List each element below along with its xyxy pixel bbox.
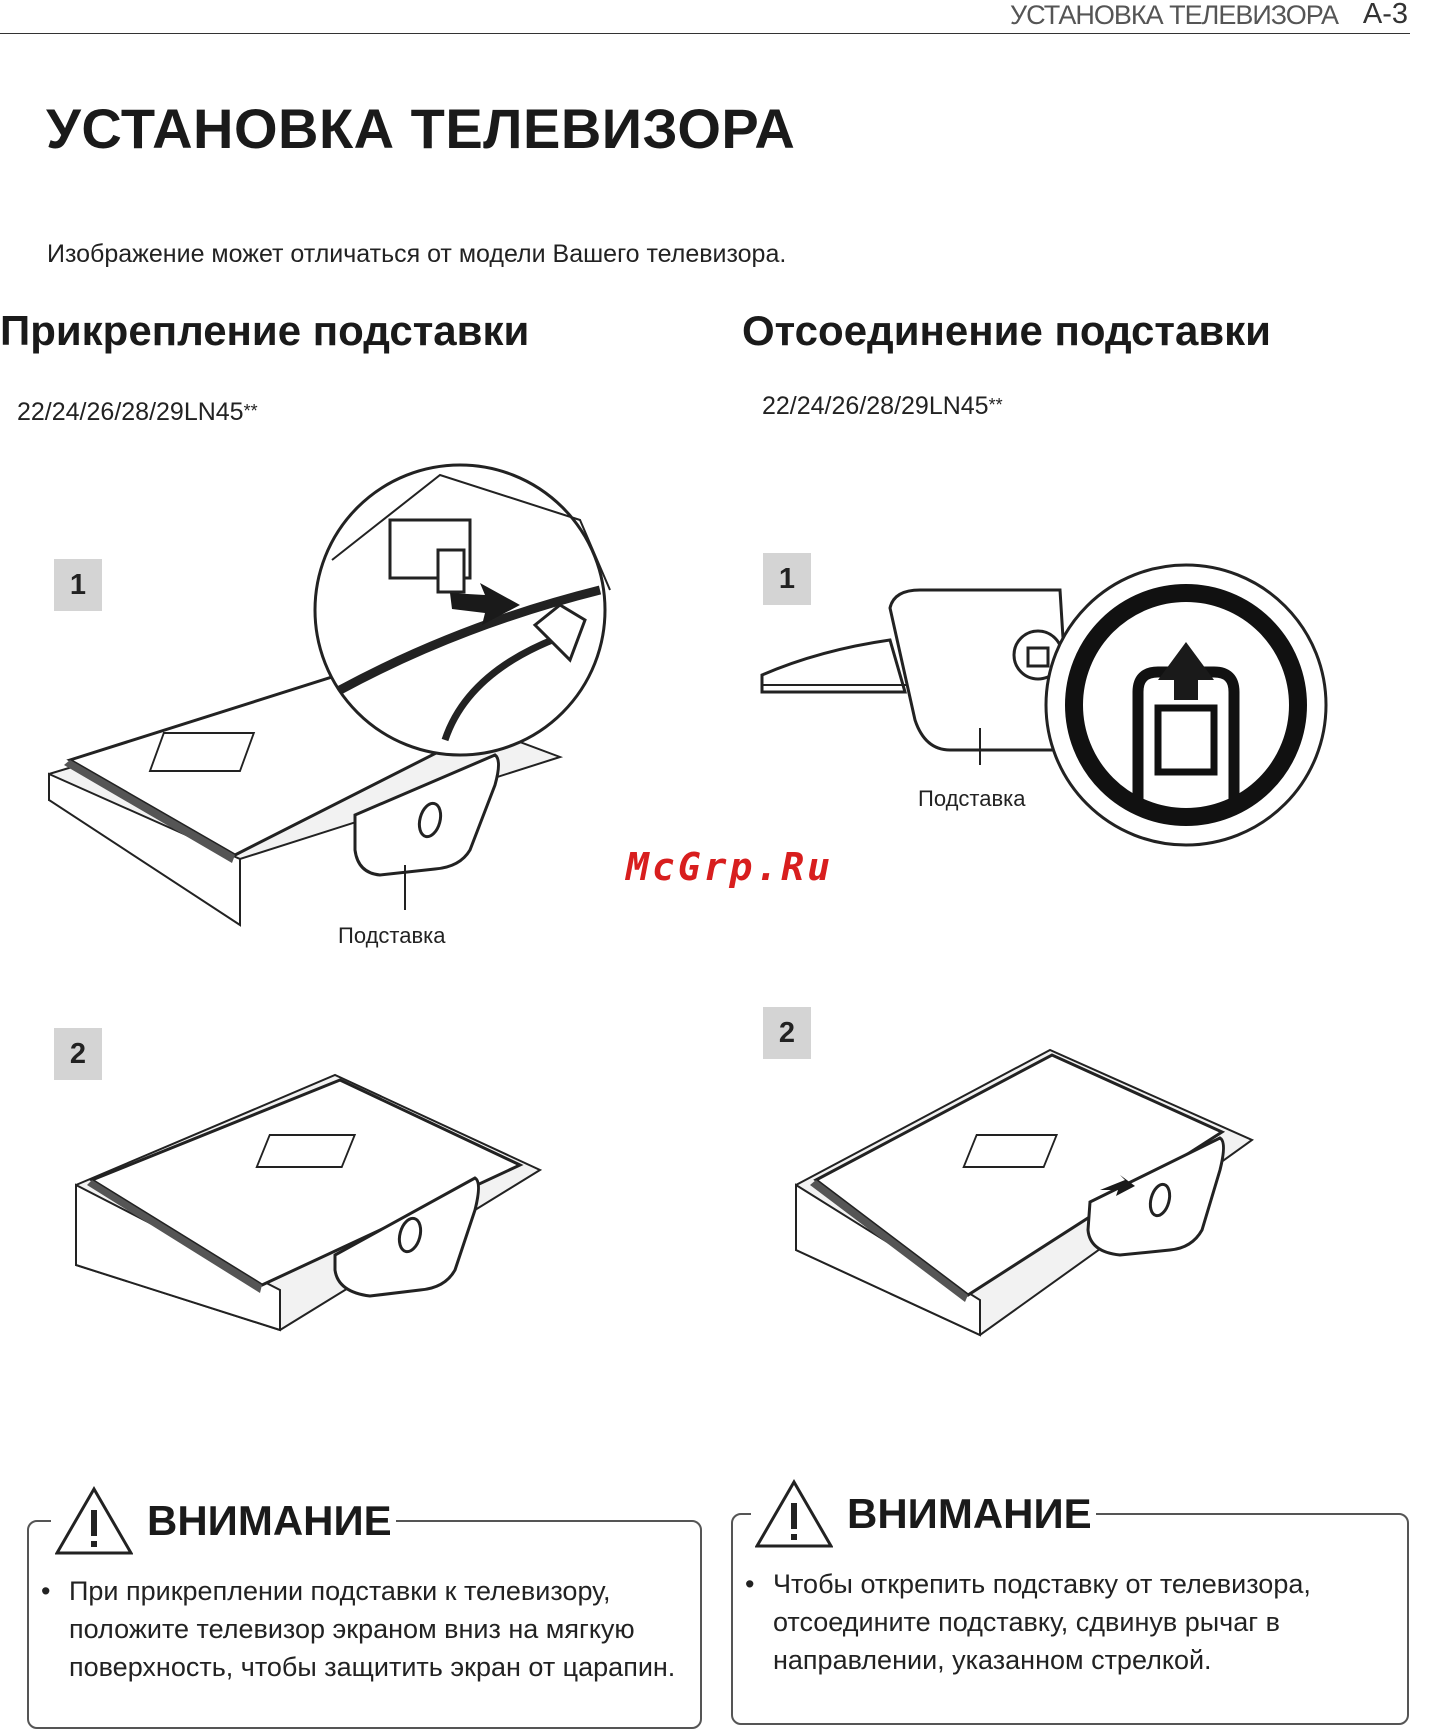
page-title: УСТАНОВКА ТЕЛЕВИЗОРА [46,97,796,160]
bullet: • [745,1569,755,1599]
detach-model [762,392,1003,421]
detach-step-1-illustration [760,580,1350,870]
page-subtitle: Изображение может отличаться от модели Вашего телевизора. [47,240,787,268]
attach-step-2-illustration [70,1060,550,1350]
attach-model [17,398,258,427]
detach-step-1-badge: 1 [763,553,811,605]
detach-model-number: 22/24/26/28/29LN45 [762,392,989,420]
detach-caution-text-wrap [745,1565,1423,1679]
attach-step-1-illustration [40,455,620,925]
attach-caution-box [27,1497,702,1729]
detach-step-2-badge: 2 [763,1007,811,1059]
detach-caution-header [751,1479,1096,1549]
warning-triangle-icon [55,1486,133,1556]
attach-step-1-badge: 1 [54,559,102,611]
attach-caution-title: ВНИМАНИЕ [147,1497,392,1544]
detach-model-suffix: ** [988,395,1003,415]
attach-caution-text-wrap [41,1572,719,1686]
running-title: УСТАНОВКА ТЕЛЕВИЗОРА [1010,0,1338,30]
detach-caution-box [731,1490,1409,1725]
detach-section-title: Отсоединение подставки [742,307,1271,354]
detach-step-2-illustration [790,1040,1260,1340]
attach-caution-header [51,1486,396,1556]
detach-caution-title: ВНИМАНИЕ [847,1490,1092,1537]
attach-caution-text: При прикреплении подставки к телевизору, положите телевизор экраном вниз на мягкую поверхность, чтобы защитить экран от царапин. [69,1576,676,1682]
attach-section-title: Прикрепление подставки [0,307,530,354]
warning-triangle-icon [755,1479,833,1549]
detach-stand-label: Подставка [918,786,1026,811]
attach-stand-label: Подставка [338,923,446,948]
bullet: • [41,1576,51,1606]
attach-model-suffix: ** [243,401,258,421]
detach-caution-text: Чтобы открепить подставку от телевизора, отсоедините подставку, сдвинув рычаг в направлении, указанном стрелкой. [773,1569,1311,1675]
watermark: McGrp.Ru [626,845,834,889]
page-number: A-3 [1362,0,1408,30]
attach-step-2-badge: 2 [54,1028,102,1080]
attach-model-number: 22/24/26/28/29LN45 [17,398,244,426]
